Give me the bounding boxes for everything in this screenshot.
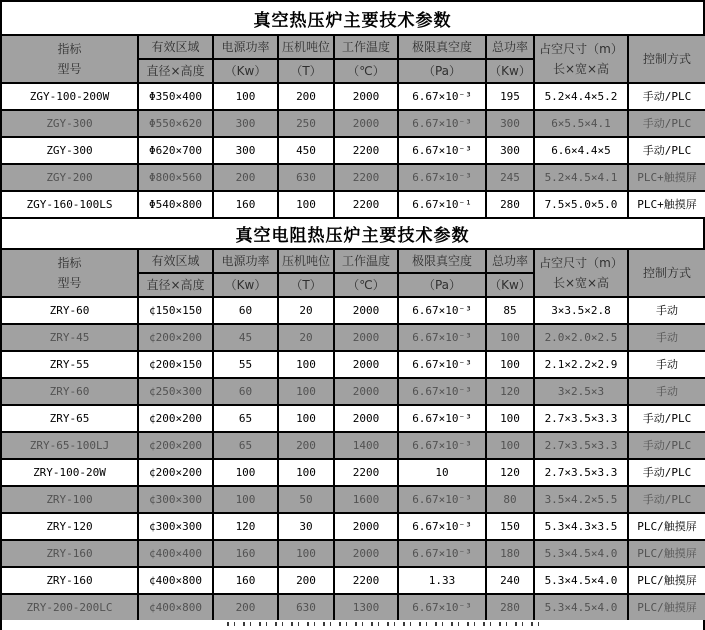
table-cell: ZRY-160: [1, 540, 138, 567]
table-cell: 100: [486, 405, 534, 432]
table-cell: 5.2×4.4×5.2: [534, 83, 628, 110]
table-cell: ZRY-200-200LC: [1, 594, 138, 621]
header-zone-unit: 直径×高度: [138, 273, 213, 297]
table-cell: Φ800×560: [138, 164, 213, 191]
table-row: [1, 324, 705, 351]
table-cell: 300: [213, 137, 278, 164]
table-cell: ¢200×150: [138, 351, 213, 378]
table-cell: 245: [486, 164, 534, 191]
table-cell: 手动: [628, 351, 705, 378]
table-cell: 60: [213, 297, 278, 324]
table-cell: 45: [213, 324, 278, 351]
table-cell: 630: [278, 594, 334, 621]
table-cell: 1.33: [398, 567, 486, 594]
table-cell: 2.1×2.2×2.9: [534, 351, 628, 378]
table-cell: 2.7×3.5×3.3: [534, 432, 628, 459]
table-cell: 6.67×10⁻³: [398, 486, 486, 513]
table-cell: 6.67×10⁻³: [398, 83, 486, 110]
table-cell: 100: [278, 540, 334, 567]
table-cell: ZRY-60: [1, 297, 138, 324]
table-row: [1, 351, 705, 378]
table2-body: [1, 297, 705, 621]
table-cell: ZGY-100-200W: [1, 83, 138, 110]
table-cell: PLC/触摸屏: [628, 540, 705, 567]
table-cell: 手动: [628, 378, 705, 405]
table-cell: ZRY-120: [1, 513, 138, 540]
table-cell: 200: [278, 432, 334, 459]
table-cell: ¢250×300: [138, 378, 213, 405]
table-cell: 2.7×3.5×3.3: [534, 405, 628, 432]
table-cell: 100: [278, 459, 334, 486]
header-index-top: 指标: [57, 256, 82, 270]
table-cell: ¢200×200: [138, 432, 213, 459]
table-cell: 6.6×4.4×5: [534, 137, 628, 164]
table-cell: 200: [278, 83, 334, 110]
table2-header: [1, 249, 705, 297]
table-cell: 手动/PLC: [628, 137, 705, 164]
table-cell: 2000: [334, 513, 398, 540]
table-cell: 50: [278, 486, 334, 513]
header-temp-unit: （℃）: [334, 273, 398, 297]
table-cell: 2200: [334, 567, 398, 594]
header-vacuum-unit: （Pa）: [398, 59, 486, 83]
header-power: 电源功率: [213, 249, 278, 273]
table-cell: 2000: [334, 540, 398, 567]
table-cell: 6.67×10⁻³: [398, 137, 486, 164]
table-cell: 150: [486, 513, 534, 540]
table2-title-text: 真空电阻热压炉主要技术参数: [235, 226, 470, 246]
header-total-power: 总功率: [486, 35, 534, 59]
table-cell: 60: [213, 378, 278, 405]
table-cell: 手动/PLC: [628, 459, 705, 486]
table-row: [1, 594, 705, 621]
table-cell: 手动/PLC: [628, 486, 705, 513]
table-row: [1, 83, 705, 110]
table-cell: 2000: [334, 378, 398, 405]
table-cell: 250: [278, 110, 334, 137]
table-cell: 3×3.5×2.8: [534, 297, 628, 324]
table-cell: 2000: [334, 297, 398, 324]
table-cell: 80: [486, 486, 534, 513]
table-cell: 6.67×10⁻³: [398, 540, 486, 567]
table-cell: 300: [213, 110, 278, 137]
table-cell: 6.67×10⁻³: [398, 594, 486, 621]
table-cell: 2.0×2.0×2.5: [534, 324, 628, 351]
table-cell: 100: [213, 83, 278, 110]
table-cell: 1300: [334, 594, 398, 621]
table-cell: 6.67×10⁻³: [398, 405, 486, 432]
table-cell: 6.67×10⁻³: [398, 513, 486, 540]
header-size: [534, 249, 628, 297]
table-cell: 2000: [334, 351, 398, 378]
table-cell: 30: [278, 513, 334, 540]
header-total-power: 总功率: [486, 249, 534, 273]
header-tonnage-unit: （T）: [278, 59, 334, 83]
table-cell: 20: [278, 324, 334, 351]
table-row: [1, 567, 705, 594]
clipped-text-fragment: [227, 622, 547, 626]
table-cell: 120: [486, 459, 534, 486]
table-cell: 2200: [334, 137, 398, 164]
table-cell: PLC+触摸屏: [628, 164, 705, 191]
table-cell: 6.67×10⁻³: [398, 378, 486, 405]
table-cell: 2000: [334, 324, 398, 351]
table-cell: ZGY-200: [1, 164, 138, 191]
table-cell: ¢400×400: [138, 540, 213, 567]
header-tonnage-unit: （T）: [278, 273, 334, 297]
table-cell: 6.67×10⁻¹: [398, 191, 486, 218]
table-cell: 6.67×10⁻³: [398, 110, 486, 137]
table-row: [1, 540, 705, 567]
table-cell: 240: [486, 567, 534, 594]
table-cell: ZRY-60: [1, 378, 138, 405]
table-cell: 3×2.5×3: [534, 378, 628, 405]
table2: [0, 248, 705, 622]
header-zone: 有效区域: [138, 249, 213, 273]
table-row: [1, 191, 705, 218]
header-index-bottom: 型号: [57, 276, 82, 290]
header-size-top: 占空尺寸（m）: [539, 42, 623, 56]
table-cell: ¢400×800: [138, 567, 213, 594]
table-cell: 5.2×4.5×4.1: [534, 164, 628, 191]
header-vacuum-unit: （Pa）: [398, 273, 486, 297]
table-row: [1, 297, 705, 324]
table-cell: ¢150×150: [138, 297, 213, 324]
table-cell: ZRY-100-20W: [1, 459, 138, 486]
table-row: [1, 432, 705, 459]
table-cell: ZGY-300: [1, 137, 138, 164]
table-cell: 100: [486, 432, 534, 459]
header-tonnage: 压机吨位: [278, 249, 334, 273]
header-control: 控制方式: [628, 249, 705, 297]
table-cell: ZRY-160: [1, 567, 138, 594]
header-control: 控制方式: [628, 35, 705, 83]
table-cell: 2200: [334, 164, 398, 191]
table-cell: 100: [278, 405, 334, 432]
table-cell: 300: [486, 110, 534, 137]
table1-body: [1, 83, 705, 218]
header-temp-unit: （℃）: [334, 59, 398, 83]
table-cell: ZRY-100: [1, 486, 138, 513]
table-cell: 55: [213, 351, 278, 378]
table-cell: 3.5×4.2×5.5: [534, 486, 628, 513]
header-index-bottom: 型号: [57, 62, 82, 76]
clipped-footer-row: [0, 620, 705, 630]
table-cell: 195: [486, 83, 534, 110]
table-cell: 6×5.5×4.1: [534, 110, 628, 137]
header-vacuum: 极限真空度: [398, 35, 486, 59]
table1-header: [1, 35, 705, 83]
header-total-power-unit: （Kw）: [486, 273, 534, 297]
table-cell: 手动/PLC: [628, 405, 705, 432]
table-cell: ¢300×300: [138, 486, 213, 513]
table-cell: ¢200×200: [138, 459, 213, 486]
table-cell: 100: [213, 486, 278, 513]
table-cell: 2000: [334, 110, 398, 137]
table-cell: 手动/PLC: [628, 83, 705, 110]
table-cell: 5.3×4.5×4.0: [534, 594, 628, 621]
table-cell: 65: [213, 405, 278, 432]
table-cell: PLC/触摸屏: [628, 594, 705, 621]
header-zone-unit: 直径×高度: [138, 59, 213, 83]
table-cell: 280: [486, 191, 534, 218]
table-cell: PLC/触摸屏: [628, 567, 705, 594]
table-cell: 20: [278, 297, 334, 324]
table-cell: 120: [486, 378, 534, 405]
table-cell: 200: [278, 567, 334, 594]
table-cell: 160: [213, 191, 278, 218]
header-size-bottom: 长×宽×高: [552, 276, 610, 290]
header-vacuum: 极限真空度: [398, 249, 486, 273]
table-row: [1, 164, 705, 191]
table-row: [1, 486, 705, 513]
table-cell: ¢300×300: [138, 513, 213, 540]
table-cell: Φ620×700: [138, 137, 213, 164]
table-cell: 85: [486, 297, 534, 324]
table-cell: Φ540×800: [138, 191, 213, 218]
header-size-top: 占空尺寸（m）: [539, 256, 623, 270]
table-row: [1, 405, 705, 432]
table-cell: 120: [213, 513, 278, 540]
header-zone: 有效区域: [138, 35, 213, 59]
table-cell: 100: [213, 459, 278, 486]
table-cell: 6.67×10⁻³: [398, 432, 486, 459]
table-cell: 100: [278, 191, 334, 218]
table1-title-text: 真空热压炉主要技术参数: [253, 10, 452, 31]
header-size: [534, 35, 628, 83]
table-cell: 200: [213, 164, 278, 191]
table-cell: 160: [213, 540, 278, 567]
table-cell: 200: [213, 594, 278, 621]
table-cell: ZRY-55: [1, 351, 138, 378]
table-cell: PLC/触摸屏: [628, 513, 705, 540]
header-index: [1, 249, 138, 297]
table-cell: 100: [278, 351, 334, 378]
table-cell: 手动/PLC: [628, 110, 705, 137]
table2-title: [0, 217, 705, 250]
header-temp: 工作温度: [334, 35, 398, 59]
table-cell: 2200: [334, 191, 398, 218]
table-cell: 2000: [334, 405, 398, 432]
table-cell: 5.3×4.3×3.5: [534, 513, 628, 540]
table-cell: ¢200×200: [138, 324, 213, 351]
table-row: [1, 378, 705, 405]
table-row: [1, 459, 705, 486]
table-cell: 180: [486, 540, 534, 567]
table-cell: 10: [398, 459, 486, 486]
table-cell: 5.3×4.5×4.0: [534, 540, 628, 567]
table-cell: 手动: [628, 297, 705, 324]
table-cell: ZRY-45: [1, 324, 138, 351]
table-cell: 450: [278, 137, 334, 164]
header-index-top: 指标: [57, 42, 82, 56]
header-temp: 工作温度: [334, 249, 398, 273]
header-power: 电源功率: [213, 35, 278, 59]
header-size-bottom: 长×宽×高: [552, 62, 610, 76]
header-power-unit: （Kw）: [213, 59, 278, 83]
table-row: [1, 137, 705, 164]
table-row: [1, 110, 705, 137]
table-cell: 6.67×10⁻³: [398, 324, 486, 351]
table-cell: 65: [213, 432, 278, 459]
table-cell: Φ350×400: [138, 83, 213, 110]
header-power-unit: （Kw）: [213, 273, 278, 297]
header-tonnage: 压机吨位: [278, 35, 334, 59]
table-cell: ZGY-300: [1, 110, 138, 137]
table-cell: 100: [486, 324, 534, 351]
table-cell: PLC+触摸屏: [628, 191, 705, 218]
table-cell: 2.7×3.5×3.3: [534, 459, 628, 486]
table-cell: 160: [213, 567, 278, 594]
table-cell: ¢200×200: [138, 405, 213, 432]
table-cell: ZRY-65: [1, 405, 138, 432]
table-cell: ZRY-65-100LJ: [1, 432, 138, 459]
table-cell: ZGY-160-100LS: [1, 191, 138, 218]
table-cell: 5.3×4.5×4.0: [534, 567, 628, 594]
table-cell: 6.67×10⁻³: [398, 164, 486, 191]
table-cell: 手动/PLC: [628, 432, 705, 459]
table-cell: 2000: [334, 83, 398, 110]
table-cell: 6.67×10⁻³: [398, 297, 486, 324]
table-cell: 300: [486, 137, 534, 164]
table-cell: 1400: [334, 432, 398, 459]
table-cell: ¢400×800: [138, 594, 213, 621]
table-cell: 280: [486, 594, 534, 621]
table-cell: 630: [278, 164, 334, 191]
table-cell: 100: [278, 378, 334, 405]
header-total-power-unit: （Kw）: [486, 59, 534, 83]
table-cell: 2200: [334, 459, 398, 486]
table-cell: 7.5×5.0×5.0: [534, 191, 628, 218]
table1-title: [0, 0, 705, 36]
header-index: [1, 35, 138, 83]
table1: [0, 34, 705, 219]
table-cell: 6.67×10⁻³: [398, 351, 486, 378]
table-row: [1, 513, 705, 540]
table-cell: Φ550×620: [138, 110, 213, 137]
table-cell: 手动: [628, 324, 705, 351]
table-cell: 1600: [334, 486, 398, 513]
table-cell: 100: [486, 351, 534, 378]
